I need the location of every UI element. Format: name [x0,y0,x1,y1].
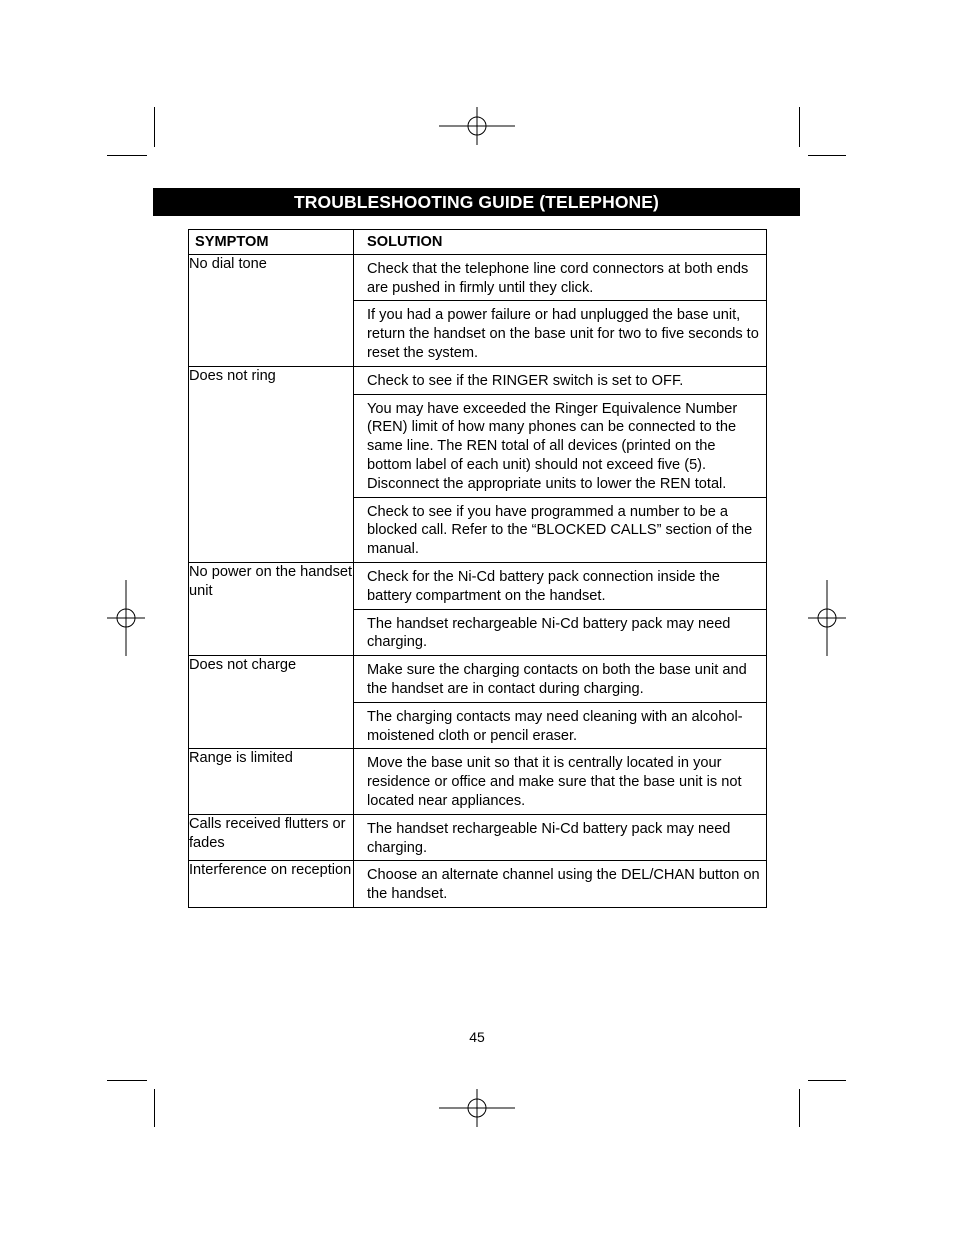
crop-mark-bottom-left-vertical [154,1089,155,1127]
crop-mark-top-left-vertical [154,107,155,147]
crop-mark-bottom-left-horizontal [107,1080,147,1081]
solution-item: You may have exceeded the Ringer Equivalence Number (REN) limit of how many phones can be connected to the same line. The REN total of all devices (printed on the bottom label of each unit) should not exceed five (5). Disconnect the appropriate units to lower the REN total. [354,394,766,497]
solution-item: Choose an alternate channel using the DEL/CHAN button on the handset. [367,867,760,903]
table-row [189,562,767,655]
solution-cell [354,366,767,562]
symptom-cell: Interference on reception [189,861,354,908]
solution-item: The charging contacts may need cleaning with an alcohol-moistened cloth or pencil eraser. [354,702,766,749]
table-row [189,366,767,562]
table-row [189,814,767,861]
solution-cell [354,562,767,655]
solution-cell [354,254,767,366]
solution-cell [354,814,767,861]
solution-cell [354,861,767,908]
solution-header: SOLUTION [354,230,767,255]
table-row [189,254,767,366]
crop-mark-top-left-horizontal [107,155,147,156]
symptom-cell: Does not ring [189,366,354,562]
registration-mark-right-icon [808,580,846,656]
symptom-cell: Calls received flutters or fades [189,814,354,861]
crop-mark-bottom-right-horizontal [808,1080,846,1081]
crop-mark-top-right-horizontal [808,155,846,156]
page-title: TROUBLESHOOTING GUIDE (TELEPHONE) [153,188,800,216]
crop-mark-bottom-right-vertical [799,1089,800,1127]
table-row [189,861,767,908]
registration-mark-top-icon [439,107,515,145]
solution-cell [354,656,767,749]
crop-mark-top-right-vertical [799,107,800,147]
solution-cell [354,749,767,814]
troubleshooting-table [188,229,767,908]
registration-mark-left-icon [107,580,145,656]
solution-item: Make sure the charging contacts on both the base unit and the handset are in contact during charging. [367,662,747,697]
solution-item: Move the base unit so that it is centrally located in your residence or office and make sure that the base unit is not located near appliances. [367,755,742,809]
solution-item: Check for the Ni-Cd battery pack connection inside the battery compartment on the handset. [367,568,720,604]
table-row [189,749,767,814]
symptom-cell: No dial tone [189,254,354,366]
solution-item: If you had a power failure or had unplugged the base unit, return the handset on the base unit for two to five seconds to reset the system. [354,300,766,365]
solution-item: The handset rechargeable Ni-Cd battery pack may need charging. [367,820,731,856]
symptom-header: SYMPTOM [189,230,354,255]
solution-item: Check to see if the RINGER switch is set to OFF. [367,372,684,389]
registration-mark-bottom-icon [439,1089,515,1127]
solution-item: Check to see if you have programmed a number to be a blocked call. Refer to the “BLOCKED CALLS” section of the manual. [354,497,766,562]
solution-item: The handset rechargeable Ni-Cd battery pack may need charging. [354,609,766,656]
table-header-row [189,230,767,255]
symptom-cell: Does not charge [189,656,354,749]
table-row [189,656,767,749]
symptom-cell: Range is limited [189,749,354,814]
symptom-cell: No power on the handset unit [189,562,354,655]
solution-item: Check that the telephone line cord connectors at both ends are pushed in firmly until they click. [367,260,749,296]
page-number: 45 [469,1029,485,1045]
